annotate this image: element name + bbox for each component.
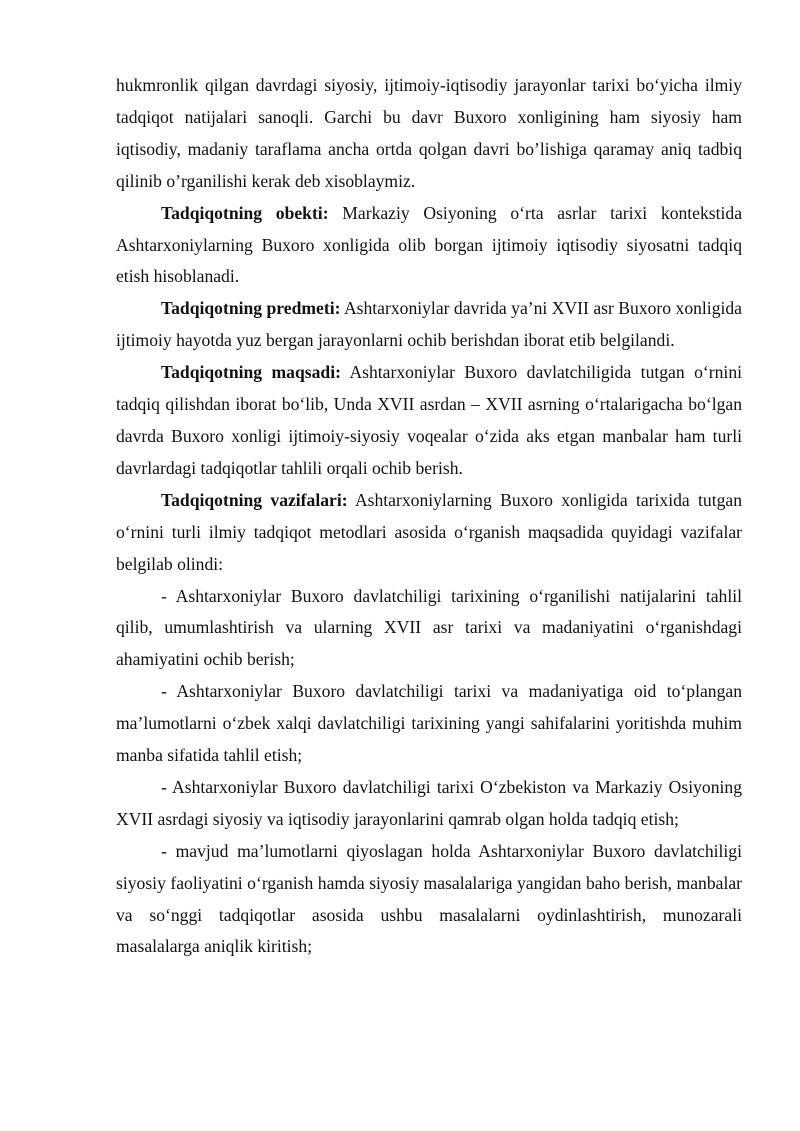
research-goal-paragraph <box>116 357 742 485</box>
research-object-heading: Tadqiqotning obekti: <box>161 202 329 223</box>
task-item-4 <box>116 836 742 964</box>
intro-paragraph <box>116 70 742 198</box>
research-subject-paragraph <box>116 293 742 357</box>
research-object-paragraph <box>116 198 742 294</box>
research-subject-text: Ashtarxoniylar davrida ya’ni XVII asr Buxoro xonligida ijtimoiy hayotda yuz bergan jarayonlarni ochib berishdan iborat etib belgilandi. <box>116 298 742 351</box>
task-item-4-text: - mavjud ma’lumotlarni qiyoslagan holda Ashtarxoniylar Buxoro davlatchiligi siyosiy faoliyatini o‘rganish hamda siyosiy masalalariga yangidan baho berish, manbalar va so‘nggi tadqiqotlar asosida ushbu masalalarni oydinlashtirish, munozarali masalalarga aniqlik kiritish; <box>116 840 742 957</box>
task-item-2 <box>116 676 742 772</box>
research-subject-heading: Tadqiqotning predmeti: <box>161 298 341 319</box>
research-object-text: Markaziy Osiyoning o‘rta asrlar tarixi kontekstida Ashtarxoniylarning Buxoro xonligida olib borgan ijtimoiy iqtisodiy siyosatni tadqiq etish hisoblanadi. <box>116 202 743 287</box>
intro-text: hukmronlik qilgan davrdagi siyosiy, ijtimoiy-iqtisodiy jarayonlar tarixi bo‘yicha ilmiy tadqiqot natijalari sanoqli. Garchi bu davr Buxoro xonligining ham siyosiy ham iqtisodiy, madaniy taraflama ancha ortda qolgan davri bo’lishiga qaramay aniq tadbiq qilinib o’rganilishi kerak deb xisoblaymiz. <box>116 75 742 191</box>
task-item-1-text: - Ashtarxoniylar Buxoro davlatchiligi tarixining o‘rganilishi natijalarini tahlil qilib, umumlashtirish va ularning XVII asr tarixi va madaniyatini o‘rganishdagi ahamiyatini ochib berish; <box>116 585 742 670</box>
task-item-2-text: - Ashtarxoniylar Buxoro davlatchiligi tarixi va madaniyatiga oid to‘plangan ma’lumotlarni o‘zbek xalqi davlatchiligi tarixining yangi sahifalarini yoritishda muhim manba sifatida tahlil etish; <box>116 681 742 766</box>
task-item-1 <box>116 581 742 677</box>
task-item-3-text: - Ashtarxoniylar Buxoro davlatchiligi tarixi O‘zbekiston va Markaziy Osiyoning XVII asrdagi siyosiy va iqtisodiy jarayonlarini qamrab olgan holda tadqiq etish; <box>116 776 742 829</box>
research-tasks-paragraph <box>116 485 742 581</box>
research-goal-text: Ashtarxoniylar Buxoro davlatchiligida tutgan o‘rnini tadqiq qilishdan iborat bo‘lib, Unda XVII asrdan – XVII asrning o‘rtalarigacha bo‘lgan davrda Buxoro xonligi ijtimoiy-siyosiy voqealar o‘zida aks etgan manbalar ham turli davrlardagi tadqiqotlar tahlili orqali ochib berish. <box>116 362 743 478</box>
task-item-3 <box>116 772 742 836</box>
research-tasks-text: Ashtarxoniylarning Buxoro xonligida tarixida tutgan o‘rnini turli ilmiy tadqiqot metodlari asosida o‘rganish maqsadida quyidagi vazifalar belgilab olindi: <box>116 489 743 574</box>
document-page <box>116 70 742 963</box>
research-tasks-heading: Tadqiqotning vazifalari: <box>161 489 348 510</box>
research-goal-heading: Tadqiqotning maqsadi: <box>161 362 341 383</box>
